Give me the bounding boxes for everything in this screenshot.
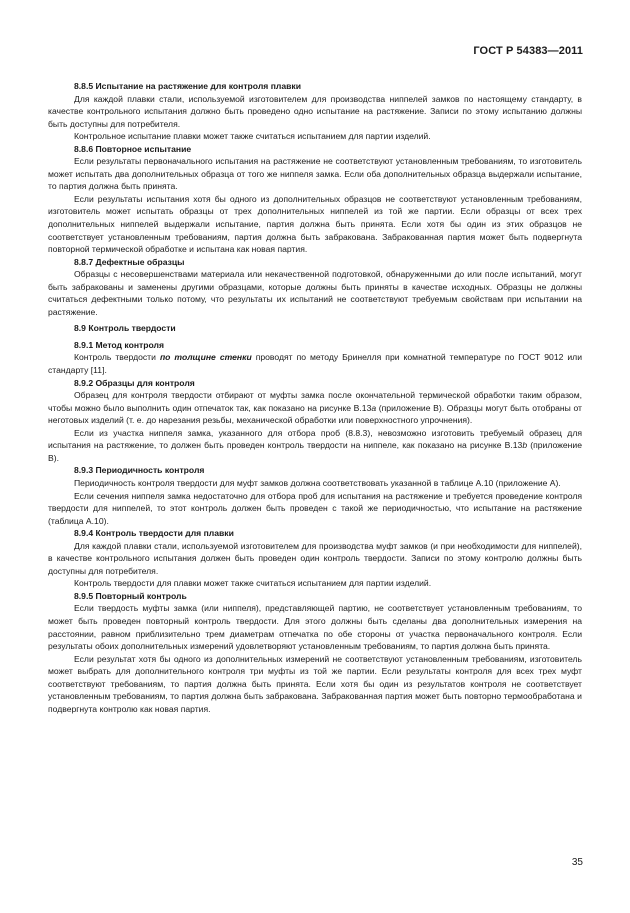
text-run: (приложение В). — [48, 440, 582, 463]
paragraph: Для каждой плавки стали, используемой изготовителем для производства муфт замков (и при необходимости для ниппелей), в качестве контрольного испытания должен быть проведен один контроль твердости. Записи по этому контролю должны быть доступны для потребителя. — [48, 540, 582, 576]
section-heading-8-9-2: 8.9.2 Образцы для контроля — [74, 377, 195, 388]
section-heading-8-9: 8.9 Контроль твердости — [74, 323, 176, 334]
paragraph: Если сечения ниппеля замка недостаточно для отбора проб для испытания на растяжение и требуется проведение контроля твердости для ниппелей, то этот контроль должен быть проведен с такой же периодичностью, что испытание на растяжение (таблица А.10). — [48, 490, 582, 526]
section-heading-8-9-1: 8.9.1 Метод контроля — [74, 339, 164, 350]
standard-header: ГОСТ Р 54383—2011 — [473, 45, 583, 57]
section-heading-8-8-7: 8.8.7 Дефектные образцы — [74, 256, 185, 267]
paragraph: Контрольное испытание плавки может также считаться испытанием для партии изделий. — [74, 131, 431, 142]
text-run: Образец для контроля твердости отбирают от муфты замка после окончательной термической обработки таким образом, чтобы можно было выполнить один отпечаток так, как показано на рисунке В.13 — [48, 390, 582, 413]
section-heading-8-9-4: 8.9.4 Контроль твердости для плавки — [74, 528, 234, 539]
text-run: (приложение В). Образцы могут быть отобраны от неготовых изделий (т. е. до нарезания резьбы, механической обработки или поверхностного упрочнения). — [48, 402, 582, 426]
section-heading-8-8-5: 8.8.5 Испытание на растяжение для контроля плавки — [74, 81, 301, 91]
figure-letter: а — [371, 402, 377, 413]
paragraph: Периодичность контроля твердости для муфт замков должна соответствовать указанной в таблице А.10 (приложение А). — [74, 477, 561, 488]
section-heading-8-8-6: 8.8.6 Повторное испытание — [74, 143, 192, 154]
paragraph: Если твердость муфты замка (или ниппеля), представляющей партию, не соответствует установленным требованиям, то может быть проведен повторный контроль твердости. Для этого должны быть сделаны два дополнительных измерения на расстоянии, равном приблизительно трем диаметрам отпечатка по обе стороны от участка первоначального контроля. Если результаты обоих дополнительных измерений удовлетворяют установленным требованиям, то партия должна быть принята. — [48, 603, 582, 652]
text-run: Контроль твердости — [74, 352, 160, 363]
text-run: Если из участка ниппеля замка, указанного для отбора проб (8.8.3), невозможно изготовить требуемый образец для испытания на растяжение, то должен быть проведен контроль твердости на ниппеле, как показано на рисунке В.13 — [48, 427, 582, 451]
paragraph: Образцы с несовершенствами материала или некачественной подготовкой, обнаруженными до или после испытаний, могут быть забракованы и заменены другими образцами, которые должны быть приняты в качестве исходных. Образцы не должны считаться дефектными только потому, что результаты их испытаний не соответствуют требуемым свойствам при испытании на растяжение. — [48, 269, 582, 317]
paragraph — [48, 351, 582, 376]
section-heading-8-9-3: 8.9.3 Периодичность контроля — [74, 465, 205, 476]
paragraph: Если результат хотя бы одного из дополнительных измерений не соответствуют установленным требованиям, изготовитель может выбрать для дополнительного контроля три муфты из той же партии. Если результаты контроля для всех трех муфт соответствуют требованиям, то партия должна быть принята. Если хотя бы один из результатов контроля не соответствует установленным требованиям, то партия должна быть забракована. Забракованная партия может быть повторно термообработана и подвергнута контролю как новая партия. — [48, 653, 582, 714]
paragraph — [48, 427, 582, 465]
page-number: 35 — [571, 857, 583, 868]
paragraph — [48, 389, 582, 427]
paragraph: Если результаты первоначального испытания на растяжение не соответствуют установленным требованиям, то изготовитель может испытать два дополнительных образца от того же ниппеля замка. Если оба дополнительных образца выдержали испытание, то партия должна быть принята. — [48, 156, 582, 192]
text-run: проводят по методу Бринелля при комнатной температуре по ГОСТ 9012 или стандарту [11]. — [48, 352, 582, 376]
document-body — [48, 80, 582, 715]
paragraph: Если результаты испытания хотя бы одного из дополнительных образцов не соответствуют установленным требованиям, изготовитель может испытать образцы от трех дополнительных ниппелей из той же партии. Если образцы от всех трех дополнительных ниппелей выдержали испытание, партия должна быть принята. Если хотя бы один из этих образцов не соответствует установленным требованиям, партия должна быть забракована. Забракованная партия может быть подвергнута повторной термической обработке и испытана как новая партия. — [48, 193, 582, 255]
section-heading-8-9-5: 8.9.5 Повторный контроль — [74, 590, 187, 601]
emphasis-text: по толщине стенки — [159, 352, 252, 363]
paragraph: Для каждой плавки стали, используемой изготовителем для производства ниппелей замков по настоящему стандарту, в качестве контрольного испытания должно быть проведено одно испытание на растяжение. Записи по этому испытанию должны быть доступны для потребителя. — [48, 93, 582, 129]
paragraph: Контроль твердости для плавки может также считаться испытанием для партии изделий. — [74, 578, 432, 589]
figure-letter: b — [522, 440, 528, 451]
